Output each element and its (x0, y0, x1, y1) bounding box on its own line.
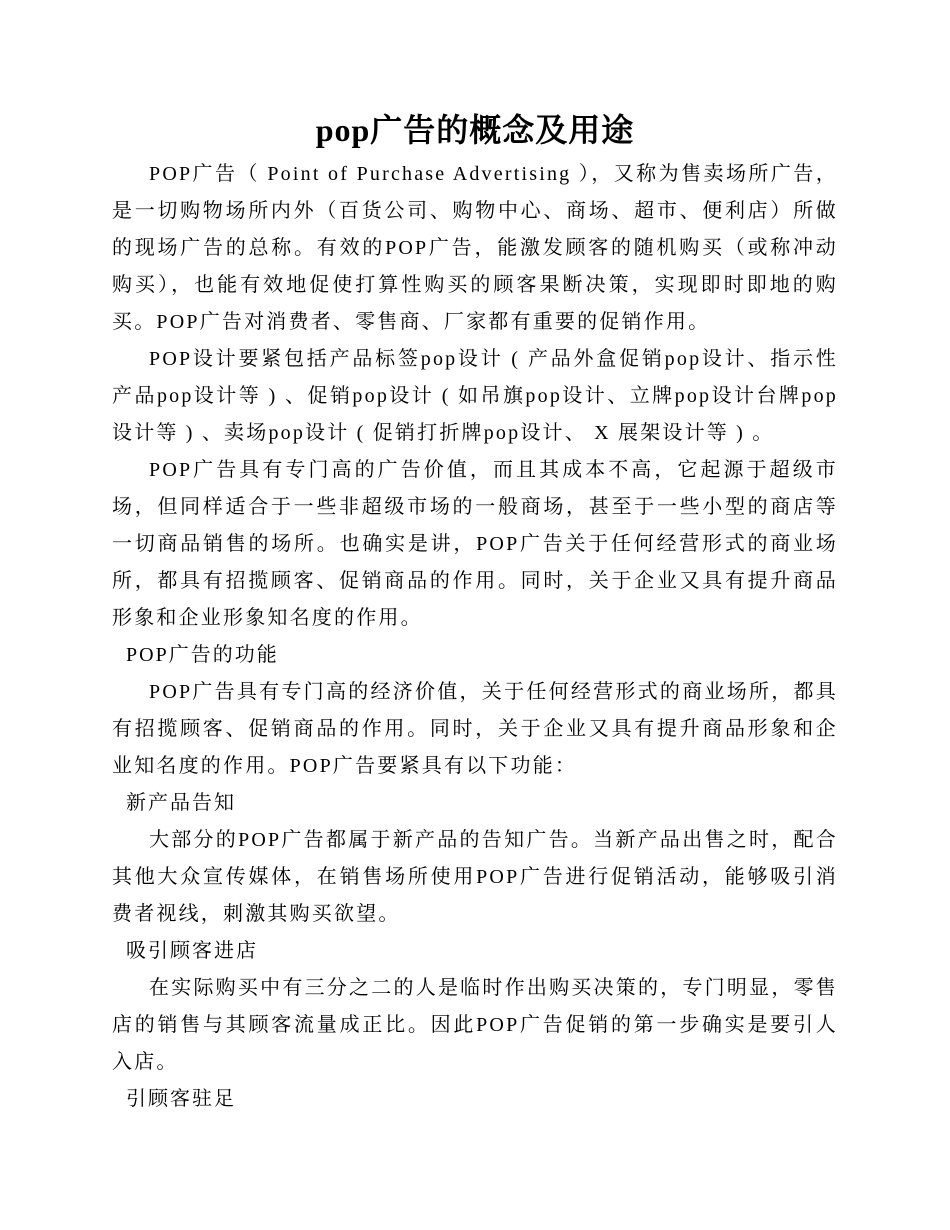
section-heading-new-product: 新产品告知 (126, 792, 236, 814)
section-heading-customer-stay: 引顾客驻足 (126, 1088, 236, 1110)
section-heading-attract-customers: 吸引顾客进店 (126, 940, 258, 962)
paragraph-pop-definition: POP广告（ Point of Purchase Advertising ），又称为售卖场所广告，是一切购物场所内外（百货公司、购物中心、商场、超市、便利店）所做的现场广告的总称。有效的POP广告，能激发顾客的随机购买（或称冲动购买），也能有效地促使打算性购买的顾客果断决策，实现即时即地的购买。POP广告对消费者、零售商、厂家都有重要的促销作用。 (112, 163, 838, 333)
paragraph-pop-design-types: POP设计要紧包括产品标签pop设计 ( 产品外盒促销pop设计、指示性产品pop设计等 ) 、促销pop设计 ( 如吊旗pop设计、立牌pop设计台牌pop设计等 ) 、卖场pop设计 ( 促销打折牌pop设计、 X 展架设计等 ) 。 (112, 348, 838, 444)
paragraph-pop-value: POP广告具有专门高的广告价值，而且其成本不高，它起源于超级市场，但同样适合于一些非超级市场的一般商场，甚至于一些小型的商店等一切商品销售的场所。也确实是讲，POP广告关于任何经营形式的商业场所，都具有招揽顾客、促销商品的作用。同时，关于企业又具有提升商品形象和企业形象知名度的作用。 (112, 459, 838, 629)
document-title: pop广告的概念及用途 (315, 112, 635, 148)
paragraph-attract-customers: 在实际购买中有三分之二的人是临时作出购买决策的，专门明显，零售店的销售与其顾客流量成正比。因此POP广告促销的第一步确实是要引人入店。 (112, 977, 838, 1073)
paragraph-new-product: 大部分的POP广告都属于新产品的告知广告。当新产品出售之时，配合其他大众宣传媒体，在销售场所使用POP广告进行促销活动，能够吸引消费者视线，刺激其购买欲望。 (112, 829, 838, 925)
document-body (112, 104, 838, 1118)
paragraph-functions-intro: POP广告具有专门高的经济价值，关于任何经营形式的商业场所，都具有招揽顾客、促销商品的作用。同时，关于企业又具有提升商品形象和企业知名度的作用。POP广告要紧具有以下功能： (112, 681, 838, 777)
section-heading-functions: POP广告的功能 (126, 644, 279, 666)
